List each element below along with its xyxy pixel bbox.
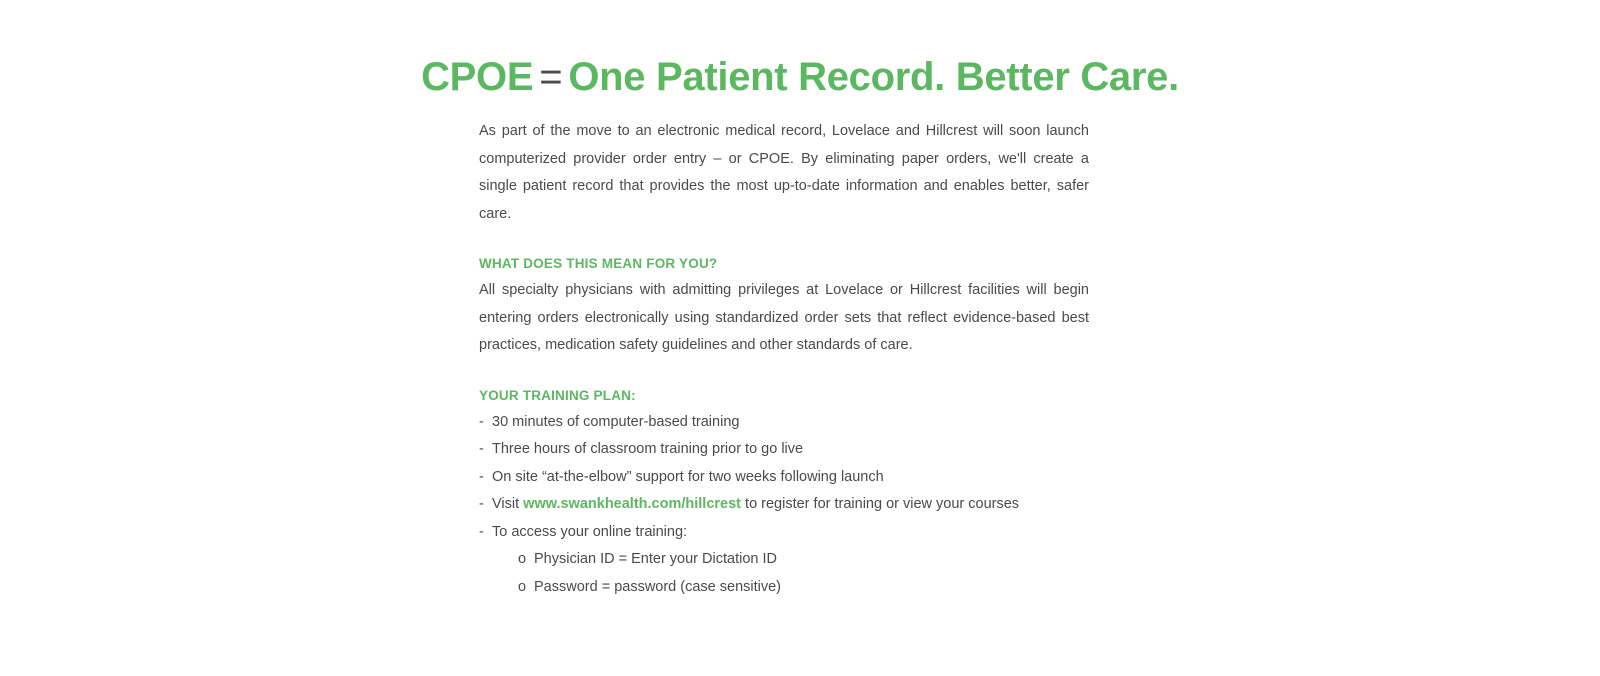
list-item [479,519,1089,547]
title-accent-left: CPOE [421,54,534,99]
section-heading-meaning: WHAT DOES THIS MEAN FOR YOU? [479,256,718,271]
body-content [479,118,1089,601]
page-title [0,55,1600,100]
sub-bullet-marker: o [518,551,527,567]
bullet-dash: - [479,441,484,457]
intro-paragraph: As part of the move to an electronic medical record, Lovelace and Hillcrest will soon launch computerized provider order entry – or CPOE. By eliminating paper orders, we'll create a single patient record that provides the most up-to-date information and enables better, safer care. [479,123,1089,222]
training-sub-bullet-list [479,546,1089,601]
section-heading-training: YOUR TRAINING PLAN: [479,387,636,403]
swankhealth-link[interactable]: www.swankhealth.com/hillcrest [523,496,742,512]
list-item [479,436,1089,464]
list-item [479,546,1089,574]
spacer [479,228,1089,256]
list-item [479,491,1089,519]
list-item [479,574,1089,602]
bullet-text: Three hours of classroom training prior to go live [492,441,804,457]
bullet-dash: - [479,468,484,485]
sub-bullet-text: Physician ID = Enter your Dictation ID [534,551,777,567]
bullet-text: 30 minutes of computer-based training [492,413,740,430]
list-item [479,409,1089,437]
bullet-text: To access your online training: [492,523,688,540]
training-bullet-list [479,409,1089,547]
bullet-dash: - [479,523,484,540]
section-paragraph-meaning: All specialty physicians with admitting privileges at Lovelace or Hillcrest facilities will begin entering orders electronically using standardized order sets that reflect evidence-based best practices, medication safety guidelines and other standards of care. [479,282,1089,353]
spacer [479,360,1089,388]
bullet-text-before: Visit [492,496,524,512]
title-accent-right: One Patient Record. Better Care. [568,54,1179,99]
bullet-text: On site “at-the-elbow” support for two weeks following launch [492,468,884,485]
list-item [479,464,1089,492]
title-equals: = [539,54,563,99]
sub-bullet-marker: o [518,578,527,595]
sub-bullet-text: Password = password (case sensitive) [534,578,782,595]
bullet-dash: - [479,496,484,512]
bullet-text-after: to register for training or view your courses [741,496,1020,512]
bullet-dash: - [479,413,484,430]
